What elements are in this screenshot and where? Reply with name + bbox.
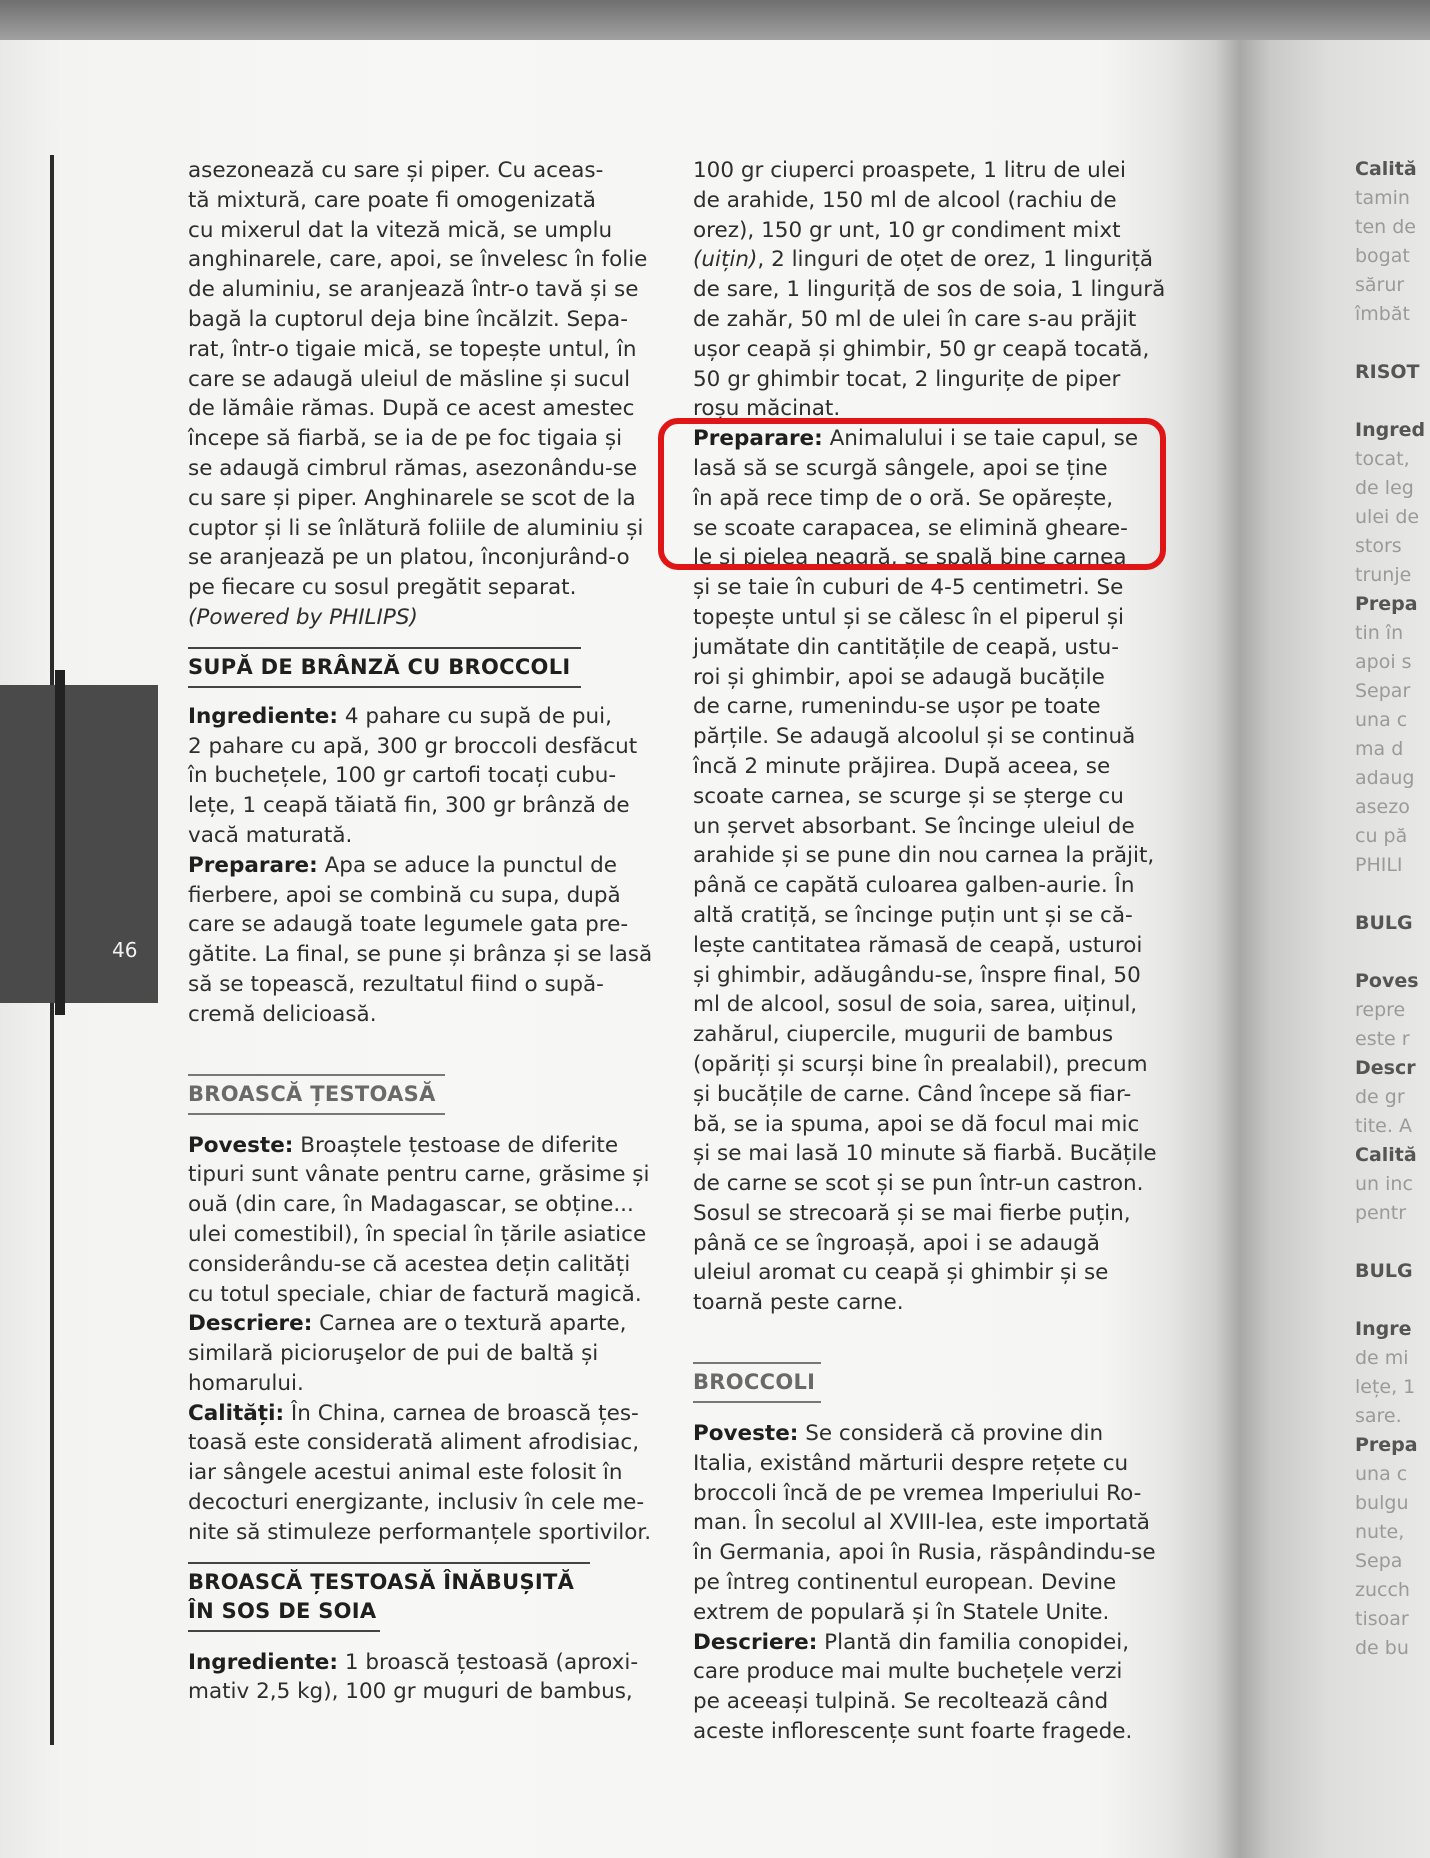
- fragment-line: [1355, 880, 1430, 909]
- text-line: lețe, 1 ceapă tăiată fin, 300 gr brânză de: [188, 793, 630, 819]
- text-line: vacă maturată.: [188, 822, 353, 848]
- text-line: anghinarele, care, apoi, se învelesc în folie: [188, 247, 648, 273]
- highlighted-text-line: în apă rece timp de o oră. Se opărește,: [693, 485, 1114, 511]
- fragment-line: ulei de: [1355, 506, 1420, 528]
- text-line: 100 gr ciuperci proaspete, 1 litru de ulei: [693, 158, 1126, 183]
- description-label: Descriere:: [693, 1629, 818, 1655]
- text-line: bagă la cuptorul deja bine încălzit. Sepa-: [188, 306, 628, 332]
- text-line: Carnea are o textură aparte,: [312, 1311, 627, 1337]
- text-line: zahărul, ciupercile, mugurii de bambus: [693, 1022, 1114, 1048]
- fragment-line: Prepa: [1355, 593, 1418, 615]
- text-line: cuptor și li se înlătură foliile de aluminiu și: [188, 515, 644, 541]
- text-line: și se mai lasă 10 minute să fiarbă. Bucățile: [693, 1141, 1157, 1167]
- next-page-fragment: [1355, 155, 1430, 1659]
- text-line: pe întreg continentul european. Devine: [693, 1570, 1117, 1596]
- ingredients-continued-text: , 2 linguri de oțet de orez, 1 linguriță: [757, 247, 1154, 273]
- fragment-line: un inc: [1355, 1173, 1413, 1195]
- fragment-line: de leg: [1355, 477, 1414, 499]
- text-line: topește untul și se călesc în el piperul și: [693, 604, 1125, 630]
- fragment-line: BULG: [1355, 912, 1413, 934]
- fragment-line: repre: [1355, 999, 1406, 1021]
- text-line: mativ 2,5 kg), 100 gr muguri de bambus,: [188, 1679, 633, 1705]
- text-line: de carne, rumenindu-se ușor pe toate: [693, 694, 1101, 720]
- text-line: Plantă din familia conopidei,: [817, 1629, 1130, 1655]
- text-line: 4 pahare cu supă de pui,: [338, 703, 612, 729]
- text-line: de carne se scot și se pun într-un castron.: [693, 1171, 1144, 1197]
- text-line: rat, într-o tigaie mică, se topește untul, în: [188, 336, 637, 362]
- fragment-line: RISOT: [1355, 361, 1420, 383]
- text-line: care se adaugă toate legumele gata pre-: [188, 912, 629, 938]
- red-highlight-annotation: [658, 418, 1166, 570]
- fragment-line: PHILI: [1355, 854, 1403, 876]
- text-line: părțile. Se adaugă alcoolul și se continuă: [693, 724, 1136, 750]
- text-line: și bucățile de carne. Când începe să fiar-: [693, 1081, 1132, 1107]
- text-line: roșu măcinat.: [693, 396, 841, 422]
- text-line: un șervet absorbant. Se încinge uleiul de: [693, 813, 1135, 839]
- text-line: toarnă peste carne.: [693, 1290, 904, 1316]
- ingredients-label: Ingrediente:: [188, 703, 338, 729]
- text-line: asezonează cu sare și piper. Cu aceas-: [188, 158, 604, 183]
- text-line: pe aceeași tulpină. Se recoltează când: [693, 1689, 1109, 1715]
- section-title-broccoli: [693, 1362, 821, 1403]
- fragment-line: îmbăt: [1355, 303, 1410, 325]
- text-line: bă, se ia spuma, apoi se dă focul mai mic: [693, 1111, 1140, 1137]
- fragment-line: ten de: [1355, 216, 1416, 238]
- text-line: altă cratiță, se încinge puțin unt și se că-: [693, 902, 1133, 928]
- section-title-braised-turtle: [188, 1562, 590, 1632]
- text-line: (opăriți și scurși bine în prealabil), precum: [693, 1051, 1148, 1077]
- italic-term: (uițin): [693, 247, 758, 273]
- fragment-line: cu pă: [1355, 825, 1408, 847]
- highlighted-text-line: se scoate carapacea, se elimină gheare-: [693, 515, 1128, 541]
- fragment-line: de gr: [1355, 1086, 1405, 1108]
- text-line: cremă delicioasă.: [188, 1001, 377, 1027]
- text-line: scoate carnea, se scurge și se șterge cu: [693, 783, 1124, 809]
- section-heading: BROCCOLI: [693, 1370, 816, 1395]
- text-line: similară picioruşelor de pui de baltă și: [188, 1341, 599, 1367]
- text-line: cu sare și piper. Anghinarele se scot de la: [188, 485, 636, 511]
- fragment-line: este r: [1355, 1028, 1410, 1050]
- broccoli-story: [693, 1419, 1173, 1628]
- text-line: de lămâie rămas. După ce acest amestec: [188, 396, 635, 422]
- fragment-line: sare.: [1355, 1405, 1402, 1427]
- page-tab-stripe: [55, 670, 65, 1015]
- turtle-story: [188, 1131, 678, 1310]
- fragment-line: [1355, 387, 1430, 416]
- section-title-turtle: [188, 1074, 445, 1115]
- section-title-soup: [188, 647, 581, 688]
- left-column: [188, 156, 678, 1707]
- text-line: uleiul aromat cu ceapă și ghimbir și se: [693, 1260, 1109, 1286]
- fragment-line: asezo: [1355, 796, 1410, 818]
- text-line: Se consideră că provine din: [798, 1421, 1104, 1447]
- text-line: orez), 150 gr unt, 10 gr condiment mixt: [693, 217, 1121, 243]
- text-line: ml de alcool, sosul de soia, sarea, uiținul,: [693, 992, 1138, 1018]
- intro-paragraph: [188, 156, 678, 603]
- text-line: și se taie în cuburi de 4-5 centimetri. Se: [693, 575, 1124, 601]
- fragment-line: zucch: [1355, 1579, 1410, 1601]
- text-line: începe să fiarbă, se ia de pe foc tigaia și: [188, 426, 623, 452]
- text-line: în Germania, apoi în Rusia, răspândindu-se: [693, 1540, 1156, 1566]
- page-number: 46: [112, 938, 138, 962]
- fragment-line: apoi s: [1355, 651, 1412, 673]
- turtle-qualities: [188, 1399, 678, 1548]
- text-line: 1 broască țestoasă (aproxi-: [338, 1649, 639, 1675]
- fragment-line: Poves: [1355, 970, 1419, 992]
- text-line: care se adaugă uleiul de măsline și sucul: [188, 366, 631, 392]
- fragment-line: de mi: [1355, 1347, 1409, 1369]
- qualities-label: Calități:: [188, 1400, 285, 1426]
- section-heading: BROASCĂ ȚESTOASĂ: [188, 1081, 436, 1106]
- text-line: cu totul speciale, chiar de factură magică.: [188, 1281, 642, 1307]
- preparation-label: Preparare:: [693, 426, 823, 452]
- fragment-line: de bu: [1355, 1637, 1409, 1659]
- text-line: considerându-se că acestea dețin calități: [188, 1251, 631, 1277]
- text-line: în buchețele, 100 gr cartofi tocați cubu-: [188, 763, 617, 789]
- text-line: În China, carnea de broască țes-: [284, 1400, 639, 1426]
- text-line: aceste inflorescențe sunt foarte fragede.: [693, 1719, 1133, 1745]
- ingredients-label: Ingrediente:: [188, 1649, 338, 1675]
- fragment-line: una c: [1355, 709, 1408, 731]
- text-line: se aranjează pe un platou, înconjurând-o: [188, 545, 630, 571]
- intro-credit: (Powered by PHILIPS): [188, 604, 418, 630]
- fragment-line: Calită: [1355, 158, 1417, 180]
- text-line: Apa se aduce la punctul de: [317, 852, 617, 878]
- text-line: Italia, existând mărturii despre rețete cu: [693, 1450, 1129, 1476]
- braised-turtle-ingredients: [188, 1648, 678, 1708]
- text-line: să se topească, rezultatul fiind o supă-: [188, 971, 604, 997]
- highlighted-text-line: lasă să se scurgă sângele, apoi se ține: [693, 455, 1108, 481]
- text-line: ușor ceapă și ghimbir, 50 gr ceapă tocată,: [693, 336, 1150, 362]
- text-line: Sosul se strecoară și se mai fierbe puțin,: [693, 1200, 1131, 1226]
- fragment-line: tocat,: [1355, 448, 1410, 470]
- fragment-line: bogat: [1355, 245, 1410, 267]
- fragment-line: pentr: [1355, 1202, 1407, 1224]
- fragment-line: una c: [1355, 1463, 1408, 1485]
- fragment-line: adaug: [1355, 767, 1415, 789]
- text-line: încă 2 minute prăjirea. După aceea, se: [693, 753, 1111, 779]
- broccoli-description: [693, 1628, 1173, 1747]
- fragment-line: tite. A: [1355, 1115, 1412, 1137]
- text-line: fierbere, apoi se combină cu supa, după: [188, 882, 621, 908]
- text-line: până ce capătă culoarea galben-aurie. În: [693, 873, 1135, 899]
- text-line: extrem de populară și în Statele Unite.: [693, 1599, 1110, 1625]
- fragment-line: tisoar: [1355, 1608, 1409, 1630]
- text-line: și ghimbir, adăugându-se, înspre final, 50: [693, 962, 1141, 988]
- fragment-line: Prepa: [1355, 1434, 1418, 1456]
- text-line: iar sângele acestui animal este folosit în: [188, 1460, 623, 1486]
- highlighted-text-line: Animalului i se taie capul, se: [822, 426, 1139, 452]
- fragment-line: trunje: [1355, 564, 1412, 586]
- text-line: până ce se îngroașă, apoi i se adaugă: [693, 1230, 1100, 1256]
- fragment-line: BULG: [1355, 1260, 1413, 1282]
- fragment-line: Separ: [1355, 680, 1411, 702]
- story-label: Poveste:: [188, 1132, 294, 1158]
- fragment-line: sărur: [1355, 274, 1405, 296]
- text-line: cu mixerul dat la viteză mică, se umplu: [188, 217, 613, 243]
- text-line: man. În secolul al XVIII-lea, este importată: [693, 1510, 1150, 1536]
- text-line: de zahăr, 50 ml de ulei în care s-au prăjit: [693, 306, 1137, 332]
- text-line: ulei comestibil), în special în țările asiatice: [188, 1221, 647, 1247]
- text-line: 50 gr ghimbir tocat, 2 lingurițe de piper: [693, 366, 1121, 392]
- text-line: se adaugă cimbrul rămas, asezonându-se: [188, 455, 638, 481]
- fragment-line: [1355, 329, 1430, 358]
- text-line: de arahide, 150 ml de alcool (rachiu de: [693, 187, 1117, 213]
- text-line: arahide și se pune din nou carnea la prăjit,: [693, 843, 1155, 869]
- section-heading-line2: ÎN SOS DE SOIA: [188, 1598, 377, 1623]
- text-line: homarului.: [188, 1370, 304, 1396]
- turtle-description: [188, 1309, 678, 1398]
- fragment-line: tamin: [1355, 187, 1410, 209]
- text-line: gătite. La final, se pune și brânza și se lasă: [188, 942, 653, 968]
- text-line: de aluminiu, se aranjează într-o tavă și se: [188, 277, 639, 303]
- right-column: [693, 156, 1173, 1747]
- fragment-line: tin în: [1355, 622, 1404, 644]
- fragment-line: Ingre: [1355, 1318, 1412, 1340]
- section-heading: SUPĂ DE BRÂNZĂ CU BROCCOLI: [188, 654, 571, 679]
- description-label: Descriere:: [188, 1311, 313, 1337]
- fragment-line: [1355, 1286, 1430, 1315]
- text-line: roi și ghimbir, apoi se adaugă bucățile: [693, 664, 1105, 690]
- preparation-label: Preparare:: [188, 852, 318, 878]
- fragment-line: [1355, 1228, 1430, 1257]
- text-line: 2 pahare cu apă, 300 gr broccoli desfăcut: [188, 733, 638, 759]
- text-line: tă mixtură, care poate fi omogenizată: [188, 187, 596, 213]
- text-line: care produce mai multe buchețele verzi: [693, 1659, 1123, 1685]
- fragment-line: stors: [1355, 535, 1402, 557]
- fragment-line: Descr: [1355, 1057, 1416, 1079]
- fragment-line: nute,: [1355, 1521, 1405, 1543]
- text-line: broccoli încă de pe vremea Imperiului Ro-: [693, 1480, 1142, 1506]
- text-line: nite să stimuleze performanțele sportivilor.: [188, 1519, 652, 1545]
- text-line: Broaștele țestoase de diferite: [293, 1132, 619, 1158]
- text-line: toasă este considerată aliment afrodisiac,: [188, 1430, 640, 1456]
- fragment-line: Sepa: [1355, 1550, 1403, 1572]
- text-line: jumătate din cantitățile de ceapă, ustu-: [693, 634, 1120, 660]
- scan-top-edge: [0, 0, 1430, 44]
- section-heading-line1: BROASCĂ ȚESTOASĂ ÎNĂBUȘITĂ: [188, 1569, 575, 1594]
- text-line: de sare, 1 linguriță de sos de soia, 1 lingură: [693, 277, 1166, 303]
- story-label: Poveste:: [693, 1421, 799, 1447]
- soup-preparation: [188, 851, 678, 1030]
- soup-ingredients: [188, 702, 678, 851]
- fragment-line: Ingred: [1355, 419, 1426, 441]
- text-line: decocturi energizante, inclusiv în cele me-: [188, 1490, 645, 1516]
- text-line: tipuri sunt vânate pentru carne, grăsime și: [188, 1162, 650, 1188]
- text-line: pe fiecare cu sosul pregătit separat.: [188, 575, 577, 601]
- text-line: lește cantitatea rămasă de ceapă, usturoi: [693, 932, 1143, 958]
- fragment-line: [1355, 938, 1430, 967]
- fragment-line: lețe, 1: [1355, 1376, 1416, 1398]
- ingredients-continued: [693, 156, 1173, 424]
- fragment-line: bulgu: [1355, 1492, 1409, 1514]
- fragment-line: ma d: [1355, 738, 1404, 760]
- text-line: ouă (din care, în Madagascar, se obține...: [188, 1192, 634, 1218]
- highlighted-text-line: le și pielea neagră, se spală bine carnea: [693, 545, 1127, 571]
- fragment-line: Calită: [1355, 1144, 1417, 1166]
